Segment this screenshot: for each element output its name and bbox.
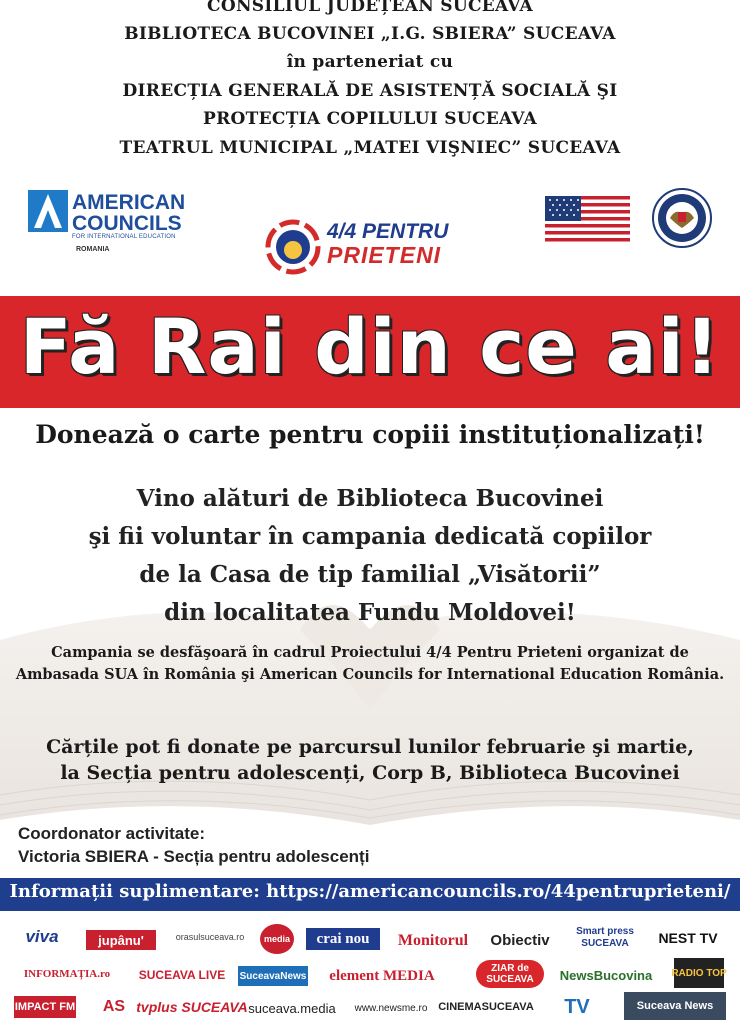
sponsor-cinema-suceava: CINEMASUCEAVA	[438, 1001, 534, 1013]
sponsor-media: media	[260, 924, 294, 954]
sponsor-orasul-suceava: orasulsuceava.ro	[175, 932, 245, 942]
ac-name-line1: AMERICAN	[72, 191, 186, 214]
sponsor-impact-fm: IMPACT FM	[14, 996, 76, 1018]
american-councils-logo	[28, 190, 203, 260]
header-line-1: CONSILIUL JUDEȚEAN SUCEAVA	[207, 0, 533, 16]
sponsor-tvplus: tvplus SUCEAVA	[136, 999, 248, 1015]
sponsor-radio-as: AS	[102, 998, 126, 1015]
pentru-prieteni-logo	[265, 220, 475, 276]
sponsor-viva: viva	[25, 927, 59, 946]
info-link[interactable]: Informații suplimentare: https://americancouncils.ro/44pentruprieteni/	[9, 881, 731, 902]
sponsor-crai-nou: crai nou	[306, 928, 380, 950]
sponsor-tv: TV	[564, 995, 590, 1018]
header-line-6: TEATRUL MUNICIPAL „MATEI VIŞNIEC” SUCEAVA	[119, 138, 621, 158]
campaign-note-line-2: Ambasada SUA în România şi American Councils for International Education România.	[15, 666, 725, 683]
sponsor-radio-top: RADIO TOP	[674, 958, 724, 988]
donation-info-line-2: la Secția pentru adolescenți, Corp B, Biblioteca Bucovinei	[60, 762, 680, 784]
us-flag-icon	[545, 196, 630, 242]
invitation-line-3: de la Casa de tip familial „Visătorii”	[139, 561, 601, 588]
ac-country: ROMANIA	[76, 246, 110, 253]
header-line-4: DIRECȚIA GENERALĂ DE ASISTENȚĂ SOCIALĂ ŞI	[122, 81, 618, 101]
subtitle: Donează o carte pentru copiii instituționalizați!	[35, 420, 705, 449]
coordinator-label: Coordonator activitate:	[18, 824, 206, 843]
sponsor-informatia: INFORMAȚIA.ro	[23, 968, 111, 980]
sponsor-nest-tv: NEST TV	[658, 930, 718, 946]
pp-line1: 4/4 PENTRU	[327, 220, 449, 243]
header-line-2: BIBLIOTECA BUCOVINEI „I.G. SBIERA” SUCEAVA	[124, 24, 616, 44]
header-line-3: în parteneriat cu	[286, 52, 454, 72]
sponsor-suceava-news-2: Suceava News	[624, 992, 726, 1020]
ac-name-line2: COUNCILS	[72, 212, 182, 235]
sponsor-suceava-live: SUCEAVA LIVE	[138, 968, 226, 982]
circular-face-icon	[265, 220, 321, 274]
sponsor-suceava-media: suceava.media	[248, 1000, 336, 1016]
sponsor-monitorul: Monitorul	[397, 932, 469, 949]
sponsor-newsme: www.newsme.ro	[354, 1002, 428, 1014]
invitation-line-2: şi fii voluntar în campania dedicată copiilor	[88, 523, 652, 550]
sponsor-ziar-de-suceava: ZIAR de SUCEAVA	[476, 960, 544, 988]
sponsor-smart-press: Smart press SUCEAVA	[576, 926, 634, 949]
invitation-line-1: Vino alături de Biblioteca Bucovinei	[136, 485, 604, 512]
campaign-title: Fă Rai din ce ai!	[19, 302, 721, 391]
ac-tagline: FOR INTERNATIONAL EDUCATION	[72, 234, 176, 240]
header-line-5: PROTECȚIA COPILULUI SUCEAVA	[203, 109, 537, 129]
pp-line2: PRIETENI	[327, 242, 442, 268]
sponsor-suceava-news: SuceavaNews	[238, 966, 308, 986]
embassy-seal-icon	[652, 188, 712, 248]
donation-info-line-1: Cărțile pot fi donate pe parcursul lunilor februarie şi martie,	[46, 736, 694, 758]
invitation-line-4: din localitatea Fundu Moldovei!	[164, 599, 576, 626]
american-councils-icon	[28, 190, 68, 232]
campaign-note-line-1: Campania se desfăşoară în cadrul Proiectului 4/4 Pentru Prieteni organizat de	[51, 644, 689, 661]
sponsor-obiectiv: Obiectiv	[490, 931, 550, 949]
sponsor-news-bucovina: NewsBucovina	[559, 967, 653, 983]
sponsor-element-media: element MEDIA	[329, 967, 435, 984]
coordinator-name: Victoria SBIERA - Secția pentru adolescenți	[18, 847, 370, 866]
sponsor-jupanu: jupânu'	[86, 930, 156, 950]
